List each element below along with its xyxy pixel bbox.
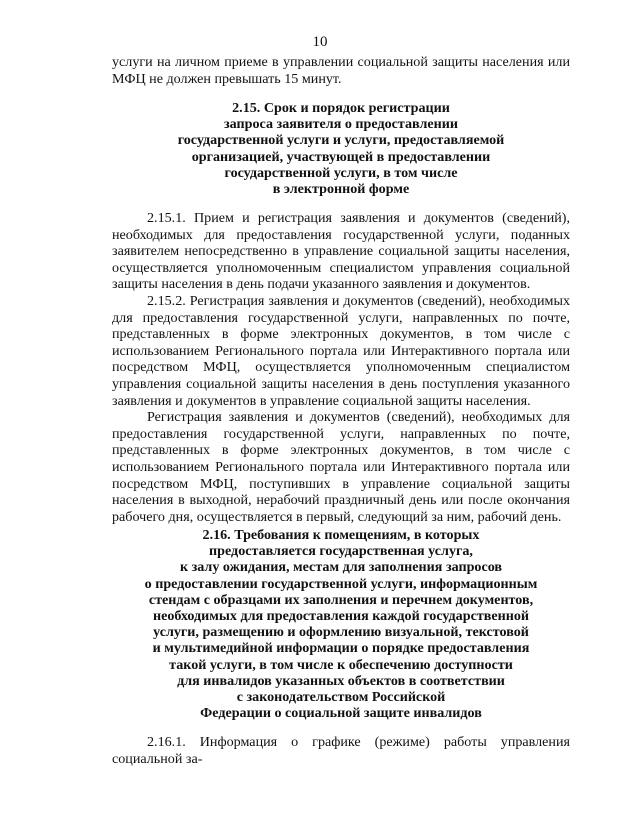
page-number: 10 xyxy=(312,34,328,50)
intro-text: услуги на личном приеме в управлении социальной защиты населения или МФЦ не должен превышать 15 минут. xyxy=(112,54,570,87)
paragraph-2-15-2: 2.15.2. Регистрация заявления и документов (сведений), необходимых для предоставления государственной услуги, направленных по почте, представленных в форме электронных документов, в том числе с использованием Регионального портала или Интерактивного портала или посредством МФЦ, осуществляется уполномоченным специалистом управления социальной защиты населения в день поступления указанного заявления и документов в управление социальной защиты населения. xyxy=(112,292,570,409)
heading-line: услуги, размещению и оформлению визуальной, текстовой xyxy=(153,624,529,641)
heading-line: Федерации о социальной защите инвалидов xyxy=(200,705,482,722)
heading-line: государственной услуги и услуги, предоставляемой xyxy=(177,132,505,149)
heading-line: к залу ожидания, местам для заполнения запросов xyxy=(179,559,503,576)
section-2-16-body xyxy=(112,734,570,767)
heading-line: необходимых для предоставления каждой государственной xyxy=(152,608,530,625)
paragraph-registration-holidays: Регистрация заявления и документов (сведений), необходимых для предоставления государственной услуги, направленных по почте, представленных в форме электронных документов, в том числе с использованием Регионального портала или Интерактивного портала или посредством МФЦ, поступивших в управление социальной защиты населения в выходной, нерабочий праздничный день или после окончания рабочего дня, осуществляется в первый, следующий за ним, рабочий день. xyxy=(112,409,570,525)
section-2-15-heading xyxy=(112,100,570,197)
heading-line: организацией, участвующей в предоставлении xyxy=(191,148,491,165)
paragraph-2-16-1: 2.16.1. Информация о графике (режиме) работы управления социальной за- xyxy=(112,734,570,767)
section-2-15-body xyxy=(112,210,570,525)
heading-line: 2.15. Срок и порядок регистрации xyxy=(232,100,450,116)
heading-line: такой услуги, в том числе к обеспечению доступности xyxy=(169,656,513,673)
heading-line: 2.16. Требования к помещениям, в которых xyxy=(202,527,480,543)
intro-paragraph xyxy=(112,54,570,87)
heading-line: предоставляется государственная услуга, xyxy=(209,543,473,560)
heading-line: для инвалидов указанных объектов в соответствии xyxy=(177,672,505,689)
heading-line: и мультимедийной информации о порядке предоставления xyxy=(152,640,530,657)
heading-line: запроса заявителя о предоставлении xyxy=(224,116,458,133)
heading-line: с законодательством Российской xyxy=(236,689,446,706)
heading-line: о предоставлении государственной услуги, информационным xyxy=(144,575,538,592)
heading-line: стендам с образцами их заполнения и перечнем документов, xyxy=(148,591,534,608)
heading-line: государственной услуги, в том числе xyxy=(224,164,458,181)
paragraph-2-15-1: 2.15.1. Прием и регистрация заявления и документов (сведений), необходимых для предоставления государственной услуги, поданных заявителем непосредственно в управление социальной защиты населения, осуществляется уполномоченным специалистом управления социальной защиты населения в день подачи указанного заявления и документов. xyxy=(112,210,570,293)
section-2-16-heading xyxy=(112,527,570,721)
heading-line: в электронной форме xyxy=(272,181,410,198)
